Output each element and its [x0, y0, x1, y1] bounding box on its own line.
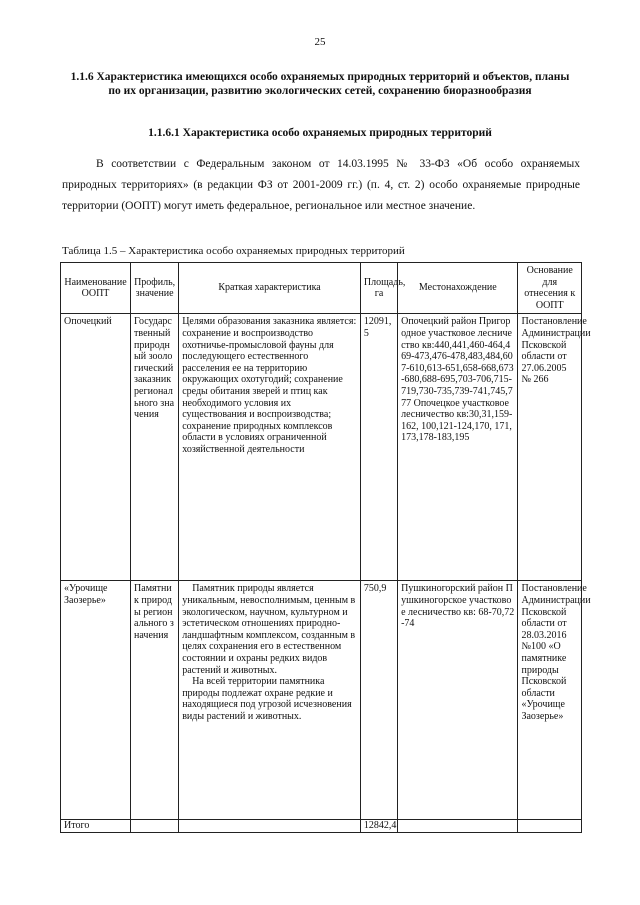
- section-heading: 1.1.6 Характеристика имеющихся особо охраняемых природных территорий и объектов, планы по их организации, развитию экологических сетей, сохранению биоразнообразия: [70, 71, 570, 97]
- cell-description: [179, 581, 361, 820]
- cell-area: 750,9: [360, 581, 397, 820]
- description-paragraph: Памятник природы является уникальным, невосполнимым, ценным в экологическом, научном, культурном и эстетическом отношениях природно-ландшафтным комплексом, созданным в целях сохранения его в естественном состоянии и охраны редких видов растений и животных.: [182, 583, 356, 676]
- empty-cell: [131, 820, 179, 833]
- cell-name: «Урочище Заозерье»: [61, 581, 131, 820]
- page-number: 25: [314, 36, 326, 48]
- header-basis: Основание для отнесения к ООПТ: [518, 263, 582, 314]
- cell-profile: Государственный природный зоологический заказник регионального значения: [131, 314, 179, 581]
- empty-cell: [518, 820, 582, 833]
- table-total-row: [61, 820, 582, 833]
- table-row: [61, 581, 582, 820]
- header-location: Местонахождение: [398, 263, 518, 314]
- empty-cell: [398, 820, 518, 833]
- subsection-heading: 1.1.6.1 Характеристика особо охраняемых природных территорий: [148, 127, 492, 139]
- cell-area: 12091,5: [360, 314, 397, 581]
- total-area: 12842,4: [360, 820, 397, 833]
- cell-basis: Постановление Администрации Псковской области от 28.03.2016 №100 «О памятнике природы Псковской области «Урочище Заозерье»: [518, 581, 582, 820]
- header-area: Площадь, га: [360, 263, 397, 314]
- table-row: [61, 314, 582, 581]
- description-paragraph: На всей территории памятника природы подлежат охране редкие и находящиеся под угрозой исчезновения виды растений и животных.: [182, 676, 352, 722]
- table-caption: Таблица 1.5 – Характеристика особо охраняемых природных территорий: [62, 245, 405, 257]
- intro-paragraph: В соответствии с Федеральным законом от 14.03.1995 № 33-ФЗ «Об особо охраняемых природных территориях» (в редакции ФЗ от 2001-2009 гг.) (п. 4, ст. 2) особо охраняемые природные территории (ООПТ) могут иметь федеральное, региональное или местное значение.: [62, 158, 580, 212]
- cell-location: Опочецкий район Пригородное участковое лесничество кв:440,441,460-464,469-473,476-478,483,484,607-610,613-651,658-668,673-680,688-695,703-706,715-719,730-735,739-741,745,777 Опочецкое участковое лесничество кв:30,31,159-162, 100,121-124,170, 171,173,178-183,195: [398, 314, 518, 581]
- oopt-table: [60, 262, 591, 833]
- cell-location: Пушкиногорский район Пушкиногорское участковое лесничество кв: 68-70,72-74: [398, 581, 518, 820]
- empty-cell: [179, 820, 361, 833]
- table-header-row: [61, 263, 582, 314]
- cell-name: Опочецкий: [61, 314, 131, 581]
- cell-description: Целями образования заказника является: сохранение и воспроизводство охотничье-промысловой фауны для последующего естественного расселения ее на территорию окружающих охотугодий; сохранение среды обитания зверей и птиц как необходимого условия их существования и воспроизводства; сохранение природных комплексов области в условиях ограниченной хозяйственной деятельности: [179, 314, 361, 581]
- header-name: Наименование ООПТ: [61, 263, 131, 314]
- cell-profile: Памятник природы регионального значения: [131, 581, 179, 820]
- total-label: Итого: [61, 820, 131, 833]
- header-description: Краткая характеристика: [179, 263, 361, 314]
- cell-basis: Постановление Администрации Псковской области от 27.06.2005 № 266: [518, 314, 582, 581]
- header-profile: Профиль, значение: [131, 263, 179, 314]
